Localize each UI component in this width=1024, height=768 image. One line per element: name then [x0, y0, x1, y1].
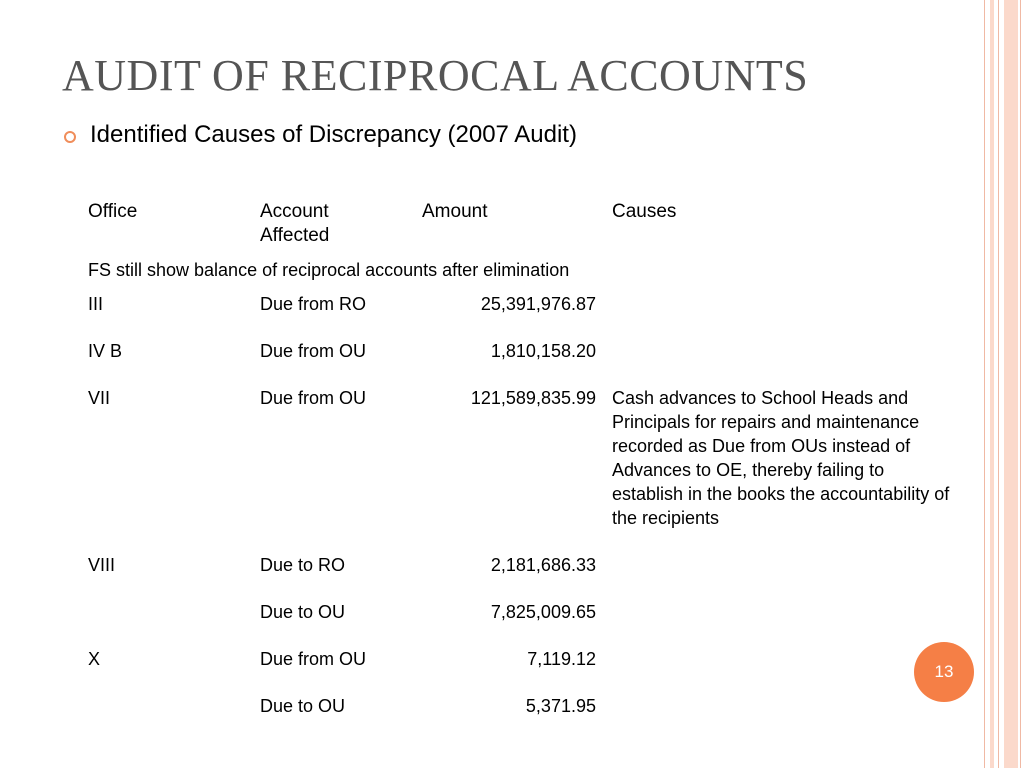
header-account: [252, 200, 414, 258]
cell-office: [80, 694, 252, 718]
page-number-badge: 13: [914, 642, 974, 702]
cell-amount: 7,825,009.65: [490, 602, 596, 622]
bullet-ring-icon: [64, 131, 76, 143]
table-row: [80, 647, 960, 694]
cell-account: Due to RO: [260, 555, 346, 575]
cell-account: Due from OU: [260, 341, 367, 361]
cell-office: VIII: [88, 555, 116, 575]
cell-amount: 7,119.12: [527, 649, 596, 669]
cell-causes: [604, 553, 960, 600]
header-amount: Amount: [422, 201, 488, 222]
cell-amount: 2,181,686.33: [490, 555, 596, 575]
table-row: [80, 386, 960, 553]
cell-office: VII: [88, 388, 111, 408]
cell-office: X: [88, 649, 101, 669]
section-label: FS still show balance of reciprocal accounts after elimination: [88, 260, 570, 280]
cell-causes: [604, 694, 960, 718]
cell-causes: [604, 647, 960, 694]
frame-stripe: [1004, 0, 1018, 768]
table-row: [80, 553, 960, 600]
cell-amount: 121,589,835.99: [470, 388, 596, 408]
cell-office: [80, 600, 252, 647]
cell-amount: 5,371.95: [525, 696, 596, 716]
cell-office: IV B: [88, 341, 123, 361]
frame-stripe: [990, 0, 994, 768]
discrepancy-table: [80, 200, 960, 718]
cell-causes: Cash advances to School Heads and Principals for repairs and maintenance recorded as Due from OUs instead of Advances to OE, thereby failing to establish in the books the accountability of the recipients: [612, 388, 950, 528]
table-row: [80, 292, 960, 339]
cell-office: III: [88, 294, 104, 314]
cell-causes: [604, 339, 960, 386]
table-row: [80, 694, 960, 718]
cell-account: Due from OU: [260, 649, 367, 669]
bullet-text: Identified Causes of Discrepancy (2007 Audit): [90, 121, 577, 148]
cell-causes: [604, 292, 960, 339]
cell-account: Due to OU: [260, 696, 346, 716]
cell-amount: 25,391,976.87: [480, 294, 596, 314]
cell-account: Due from RO: [260, 294, 367, 314]
header-account-line2: Affected: [260, 225, 330, 246]
section-row: [80, 258, 960, 292]
table-row: [80, 600, 960, 647]
slide-title: AUDIT OF RECIPROCAL ACCOUNTS: [62, 51, 809, 100]
frame-line: [998, 0, 999, 768]
cell-account: Due to OU: [260, 602, 346, 622]
frame-line: [1020, 0, 1021, 768]
bullet-item: [64, 121, 577, 149]
cell-causes: [604, 600, 960, 647]
frame-line: [984, 0, 985, 768]
cell-account: Due from OU: [260, 388, 367, 408]
header-causes: Causes: [612, 201, 677, 222]
cell-amount: 1,810,158.20: [490, 341, 596, 361]
header-account-line1: Account: [260, 201, 329, 222]
table-row: [80, 339, 960, 386]
header-office: Office: [88, 201, 138, 222]
table-header-row: [80, 200, 960, 258]
